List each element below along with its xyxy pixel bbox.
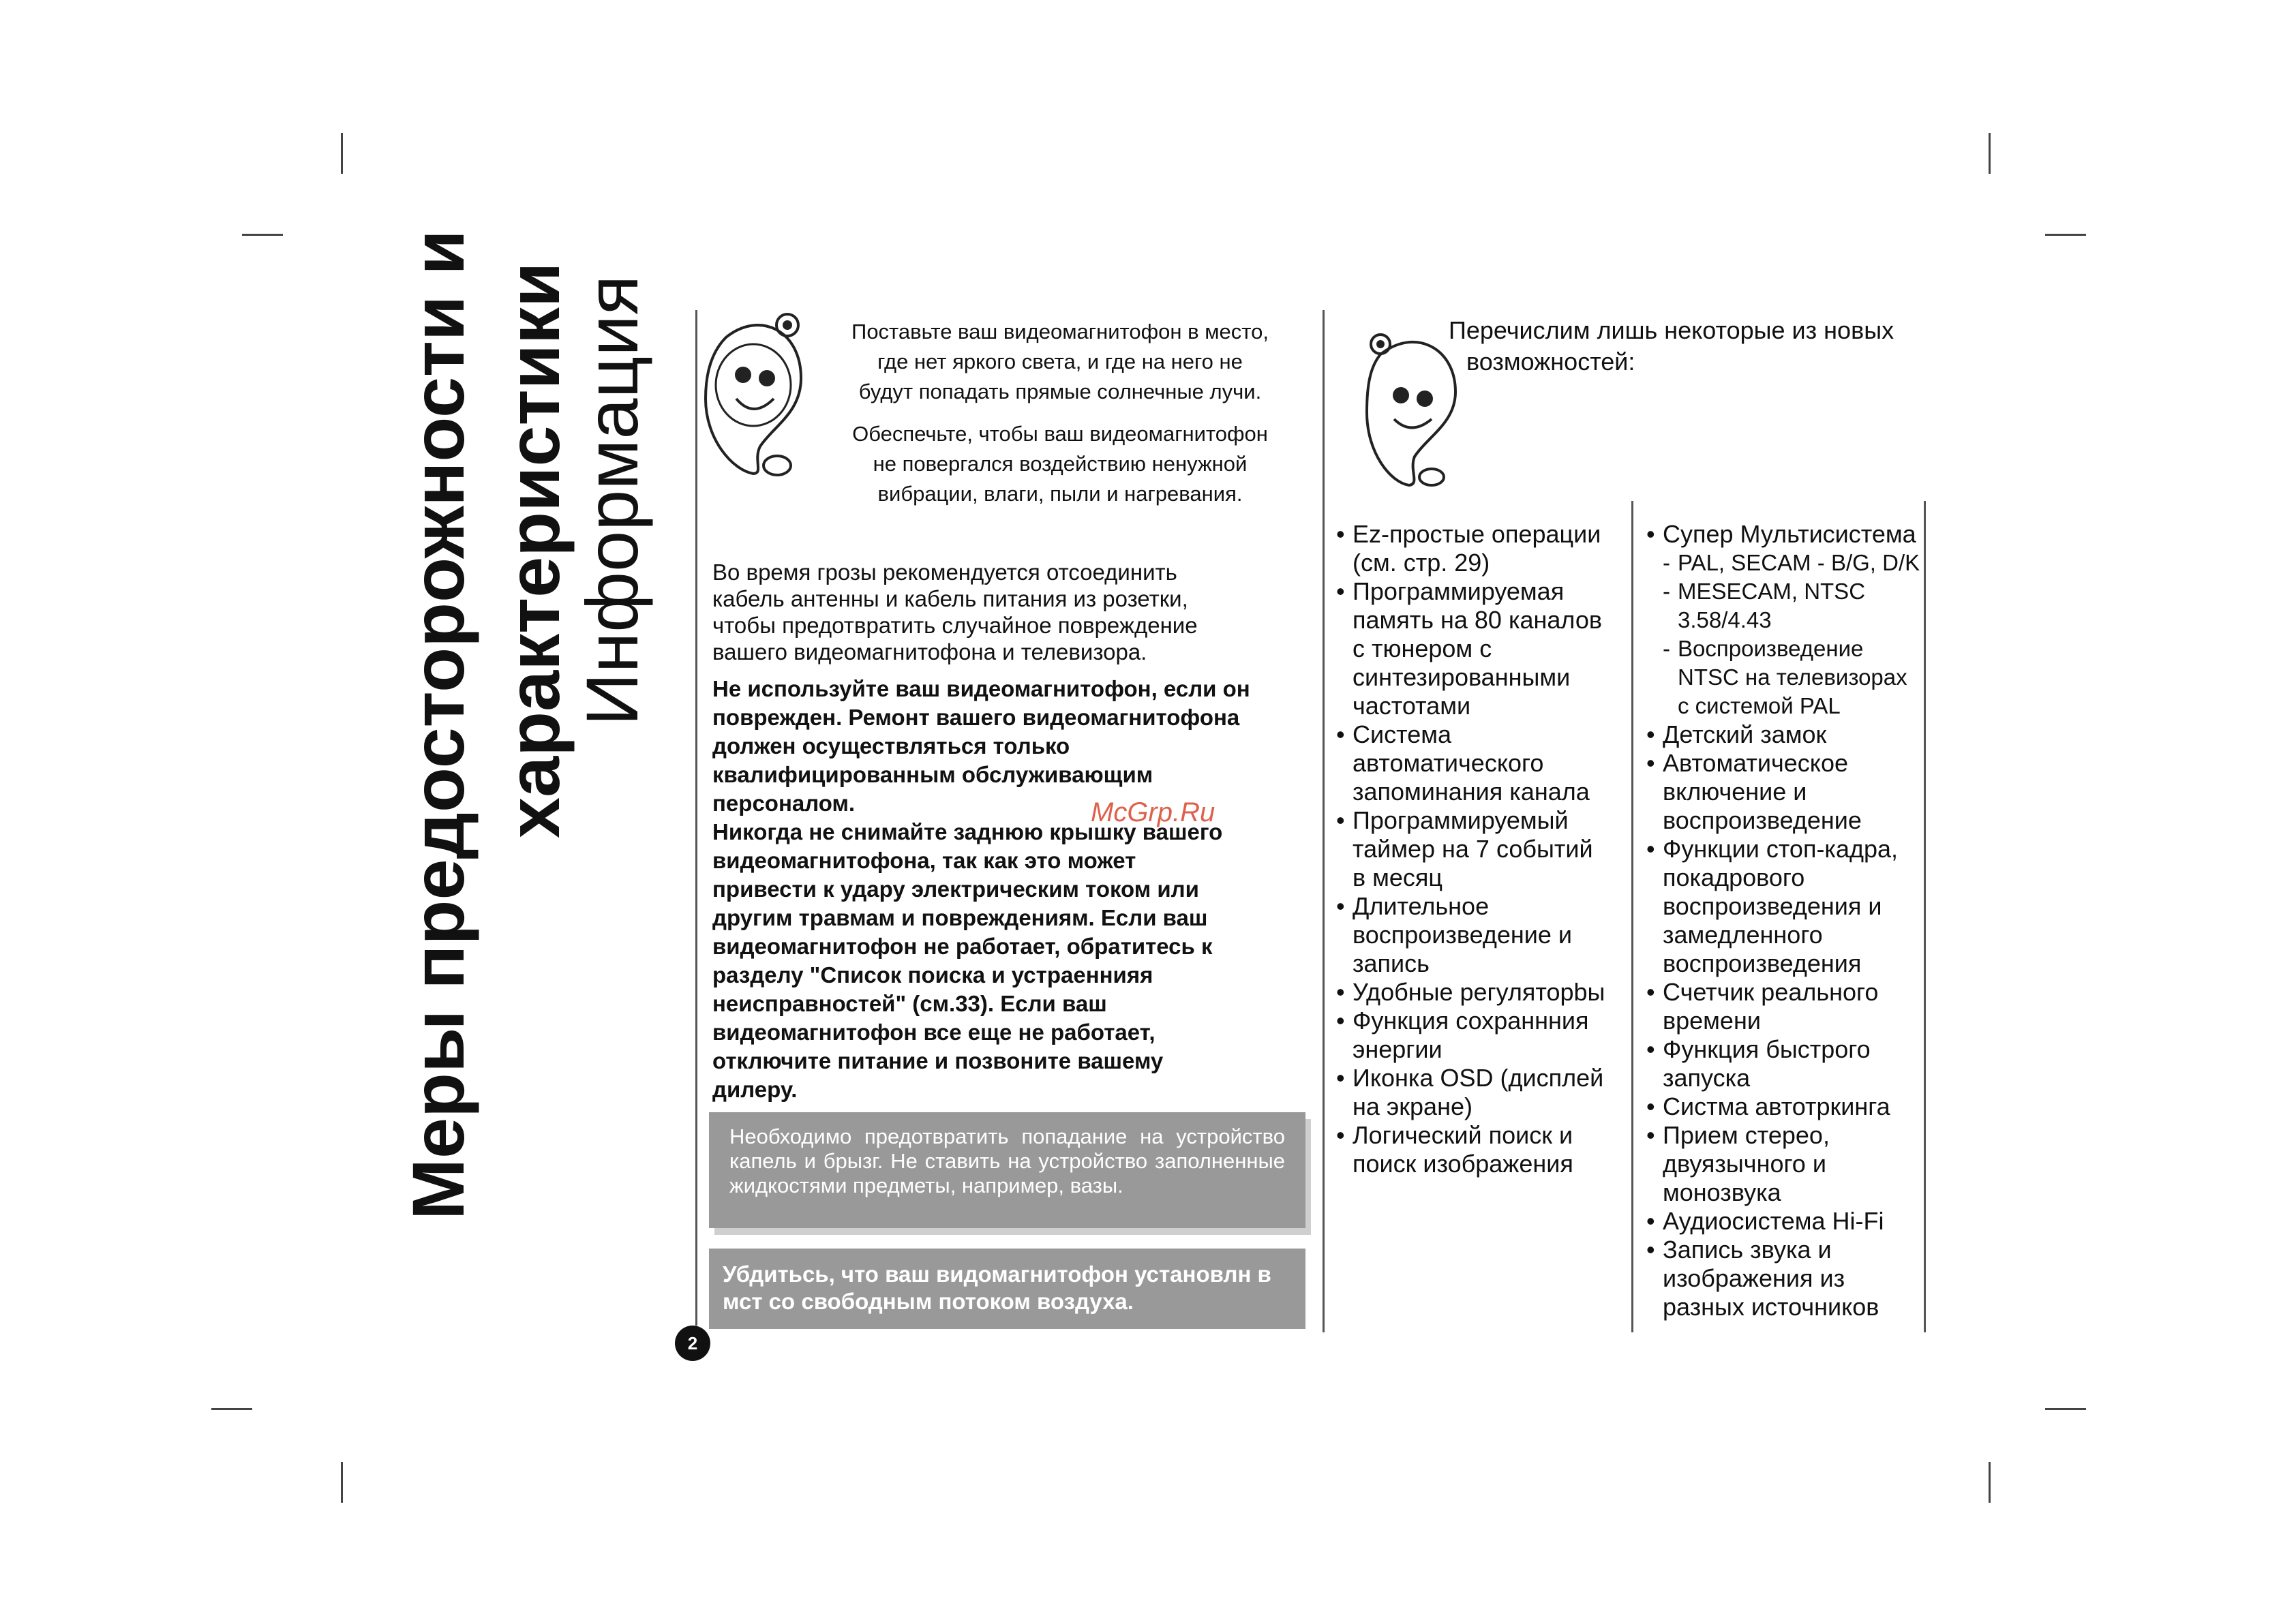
- watermark: McGrp.Ru: [1091, 797, 1215, 827]
- text-line: кабель антенны и кабель питания из розетки,: [712, 586, 1188, 611]
- text-line: покадрового: [1663, 863, 1805, 891]
- page-number: 2: [675, 1326, 710, 1361]
- crop-mark: [2045, 234, 2086, 236]
- list-item: [1336, 978, 1629, 1007]
- text-line: чтобы предотвратить случайное повреждение: [712, 613, 1198, 638]
- text-line: дилеру.: [712, 1077, 798, 1102]
- liquid-warning-box: [709, 1112, 1305, 1228]
- text-line: должен осуществляться только: [712, 733, 1070, 759]
- text-line: • Счетчик реального: [1663, 978, 1879, 1006]
- text-line: частотами: [1353, 692, 1471, 720]
- text-line: Поставьте ваш видеомагнитофон в место,: [851, 320, 1269, 343]
- text-line: Никогда не снимайте заднюю крышку вашего: [712, 819, 1223, 844]
- features-intro: [1449, 315, 1939, 378]
- warning-paragraph: [712, 675, 1319, 1104]
- text-line: не повергался воздействию ненужной: [873, 452, 1248, 476]
- text-line: - PAL, SECAM - B/G, D/K: [1678, 550, 1920, 575]
- list-item: [1336, 892, 1629, 978]
- text-line: • Ez-простые операции: [1353, 520, 1601, 548]
- text-line: видеомагнитофона, так как это может: [712, 848, 1136, 873]
- text-line: Обеспечьте, чтобы ваш видеомагнитофон: [852, 422, 1268, 446]
- text-line: • Функция быстрого: [1663, 1035, 1871, 1063]
- text-line: • Запись звука и: [1663, 1236, 1832, 1264]
- text-line: на экране): [1353, 1092, 1472, 1120]
- crop-mark: [1989, 133, 1991, 174]
- text-line: будут попадать прямые солнечные лучи.: [858, 380, 1262, 403]
- text-line: замедленного: [1663, 921, 1823, 949]
- list-subitem: [1646, 577, 1926, 634]
- text-line: • Функция сохраннния: [1353, 1007, 1589, 1035]
- list-item: [1646, 1121, 1926, 1207]
- text-line: вашего видеомагнитофона и телевизора.: [712, 639, 1147, 664]
- text-line: разделу "Список поиска и устраеннияя: [712, 962, 1153, 988]
- text-line: • Супер Мультисистема: [1663, 520, 1916, 548]
- text-line: воспроизведения и: [1663, 892, 1882, 920]
- text-line: отключите питание и позвоните вашему: [712, 1048, 1164, 1073]
- text-line: • Автоматическое: [1663, 749, 1849, 777]
- ventilation-box: [709, 1249, 1305, 1329]
- text-line: двуязычного и: [1663, 1150, 1826, 1178]
- list-item: [1646, 835, 1926, 978]
- storm-paragraph: [712, 559, 1312, 665]
- text-line: память на 80 каналов: [1353, 606, 1602, 634]
- list-item: [1646, 749, 1926, 835]
- text-line: таймер на 7 событий: [1353, 835, 1593, 863]
- page-title-line2: характеристики: [492, 262, 575, 838]
- text-line: • Аудиосистема Hi-Fi: [1663, 1207, 1884, 1235]
- list-item: [1336, 1007, 1629, 1064]
- text-line: воспроизведение: [1663, 806, 1862, 834]
- text-line: энергии: [1353, 1035, 1442, 1063]
- text-line: видеомагнитофон не работает, обратитесь к: [712, 934, 1213, 959]
- column-divider: [1323, 310, 1325, 1332]
- text-line: NTSC на телевизорах: [1678, 664, 1907, 690]
- list-subitem: [1646, 634, 1926, 720]
- text-line: • Логический поиск и: [1353, 1121, 1573, 1149]
- text-line: Во время грозы рекомендуется отсоединить: [712, 560, 1177, 585]
- text-line: • Функции стоп-кадра,: [1663, 835, 1899, 863]
- text-line: включение и: [1663, 778, 1807, 806]
- text-line: воспроизведения: [1663, 949, 1862, 977]
- text-line: Не используйте ваш видеомагнитофон, если он: [712, 676, 1250, 701]
- text-line: - MESECAM, NTSC: [1678, 579, 1866, 604]
- ventilation-text: Убдитьсь, что ваш видомагнитофон установлн в мст со свободным потоком воздуха.: [723, 1261, 1271, 1314]
- text-line: поиск изображения: [1353, 1150, 1573, 1178]
- list-item: [1646, 1236, 1926, 1321]
- text-line: • Система: [1353, 720, 1451, 748]
- text-line: (см. стр. 29): [1353, 549, 1490, 577]
- text-line: запоминания канала: [1353, 778, 1590, 806]
- mascot-icon: [699, 310, 815, 480]
- column-divider: [1631, 501, 1633, 1332]
- list-item: [1336, 1121, 1629, 1178]
- text-line: запись: [1353, 949, 1430, 977]
- text-line: квалифицированным обслуживающим: [712, 762, 1153, 787]
- list-item: [1336, 806, 1629, 892]
- text-line: с тюнером с: [1353, 634, 1492, 662]
- text-line: • Систма автотркинга: [1663, 1092, 1890, 1120]
- liquid-warning-text: Необходимо предотвратить попадание на устройство капель и брызг. Не ставить на устройство заполненные жидкостями предметы, например, вазы.: [729, 1124, 1285, 1197]
- column-divider: [695, 310, 697, 1326]
- list-subitem: [1646, 549, 1926, 577]
- text-line: возможностей:: [1466, 348, 1635, 376]
- text-line: • Удобные регуляторbы: [1353, 978, 1605, 1006]
- text-line: привести к удару электрическим током или: [712, 876, 1199, 902]
- text-line: разных источников: [1663, 1293, 1879, 1321]
- crop-mark: [242, 234, 283, 236]
- mascot-icon: [1360, 327, 1462, 491]
- text-line: • Детский замок: [1663, 720, 1827, 748]
- crop-mark: [2045, 1408, 2086, 1410]
- list-item: [1646, 520, 1926, 549]
- page-subtitle: Информация: [571, 275, 653, 726]
- text-line: - Воспроизведение: [1678, 636, 1864, 661]
- list-item: [1646, 1092, 1926, 1121]
- page-title-line1: Меры предосторожности и: [397, 230, 479, 1220]
- text-line: видеомагнитофон все еще не работает,: [712, 1020, 1155, 1045]
- placement-instructions: [818, 317, 1302, 509]
- text-line: монозвука: [1663, 1178, 1781, 1206]
- list-item: [1646, 1035, 1926, 1092]
- text-line: где нет яркого света, и где на него не: [877, 350, 1243, 373]
- crop-mark: [341, 1462, 343, 1503]
- text-line: • Программируемый: [1353, 806, 1569, 834]
- text-line: в месяц: [1353, 863, 1443, 891]
- text-line: 3.58/4.43: [1678, 607, 1772, 632]
- list-item: [1646, 720, 1926, 749]
- text-line: с системой PAL: [1678, 693, 1841, 718]
- features-list-2: [1646, 520, 1926, 1321]
- list-item: [1336, 1064, 1629, 1121]
- text-line: изображения из: [1663, 1264, 1845, 1292]
- list-item: [1646, 1207, 1926, 1236]
- features-list-1: [1336, 520, 1629, 1178]
- list-item: [1646, 978, 1926, 1035]
- text-line: Перечислим лишь некоторые из новых: [1449, 316, 1894, 344]
- text-line: • Программируемая: [1353, 577, 1565, 605]
- text-line: времени: [1663, 1007, 1761, 1035]
- list-item: [1336, 720, 1629, 806]
- text-line: вибрации, влаги, пыли и нагревания.: [877, 482, 1243, 506]
- text-line: • Иконка OSD (дисплей: [1353, 1064, 1604, 1092]
- text-line: воспроизведение и: [1353, 921, 1572, 949]
- text-line: неисправностей" (см.33). Если ваш: [712, 991, 1107, 1016]
- text-line: • Прием стерео,: [1663, 1121, 1830, 1149]
- text-line: автоматического: [1353, 749, 1544, 777]
- crop-mark: [1989, 1462, 1991, 1503]
- list-item: [1336, 520, 1629, 577]
- crop-mark: [211, 1408, 252, 1410]
- text-line: другим травмам и повреждениям. Если ваш: [712, 905, 1208, 930]
- text-line: синтезированными: [1353, 663, 1571, 691]
- text-line: поврежден. Ремонт вашего видеомагнитофона: [712, 705, 1240, 730]
- text-line: запуска: [1663, 1064, 1751, 1092]
- list-item: [1336, 577, 1629, 720]
- text-line: персоналом.: [712, 791, 856, 816]
- text-line: • Длительное: [1353, 892, 1490, 920]
- crop-mark: [341, 133, 343, 174]
